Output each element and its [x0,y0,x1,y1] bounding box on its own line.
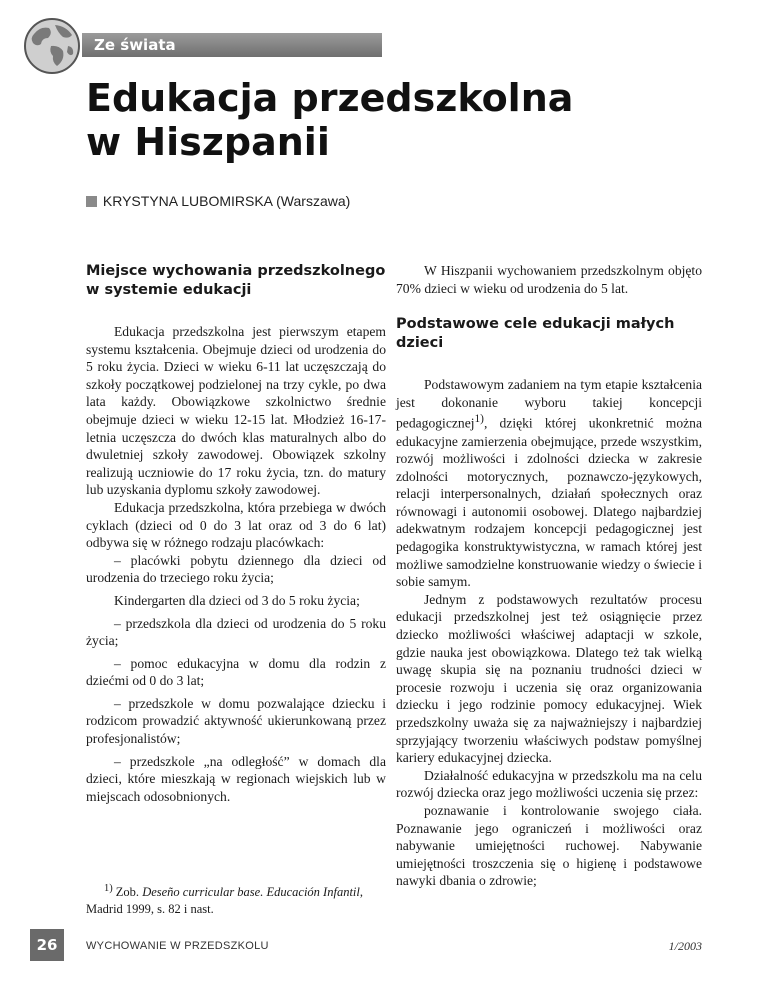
footnote-source-title: Deseño curricular base. Educación Infantil [142,885,360,900]
article-title [86,76,573,164]
footnote [86,880,386,918]
paragraph [396,376,702,591]
page-number: 26 [30,929,64,961]
footnote-prefix: Zob. [115,885,140,900]
issue-number: 1/2003 [668,939,702,953]
article-title-line-1: Edukacja przedszkolna [86,76,574,120]
list-item: – przedszkole „na odległość” w domach dla dzieci, które mieszkają w regionach wiejskich lub w miejscach odosobnionych. [86,753,386,804]
running-footer: WYCHOWANIE W PRZEDSZKOLU [86,940,269,952]
article-title-line-2: w Hiszpanii [86,120,330,164]
paragraph: poznawanie i kontrolowanie swojego ciała. Poznawanie jego ograniczeń i możliwości oraz nabywanie umiejętności ruchowej. Nabywanie umiejętności troszczenia się o higienę i podstawowe nawyki dbania o zdrowie; [396,802,702,889]
paragraph-text: Podstawowym zadaniem na tym etapie kształcenia jest dokonanie wyboru takiej koncepcji pedagogicznej [396,377,702,431]
paragraph: Jednym z podstawowych rezultatów procesu edukacji przedszkolnej jest też osiągnięcie przez dziecko możliwości właściwej adaptacji w szkole, gdzie nauka jest obowiązkowa. Dlatego też tak wielką uwagę skupia się na poznaniu trudności dzieci w procesie rozwoju i uczenia się oraz organizowania dziecku i jego rodzinie pomocy edukacyjnej. Wiek przedszkolny uważa się za najważniejszy i najbardziej sprzyjający tworzeniu właściwych podstaw pomyślnej kariery edukacyjnej dziecka. [396,591,702,766]
section-heading-goals: Podstawowe cele edukacji małych dzieci [396,316,675,352]
paragraph: W Hiszpanii wychowaniem przedszkolnym objęto 70% dzieci w wieku od urodzenia do 5 lat. [396,263,702,296]
footnote-reference: 1) [474,413,484,426]
list-item: – przedszkola dla dzieci od urodzenia do 5 roku życia; [86,615,386,649]
paragraph: Działalność edukacyjna w przedszkolu ma na celu rozwój dziecka oraz jego możliwości uczenia się przez: [396,767,702,801]
author-byline [86,193,350,209]
paragraph: Edukacja przedszkolna, która przebiega w dwóch cyklach (dzieci od 0 do 3 lat oraz od 3 do 6 lat) odbywa się w różnego rodzaju placówkach: [86,499,386,551]
footnote-source-details: , Madrid 1999, s. 82 i nast. [86,885,363,917]
list-item: – pomoc edukacyjna w domu dla rodzin z dziećmi od 0 do 3 lat; [86,655,386,689]
right-column [396,262,702,890]
left-column [86,262,386,810]
section-heading-system: Miejsce wychowania przedszkolnego w systemie edukacji [86,263,386,298]
paragraph-text: , dzięki której ukonkretnić można edukacyjne zamierzenia obejmujące, przede wszystkim, rozwój możliwości i zdolności dziecka w zakresie zdolności motorycznych, poznawczo-językowych, relacji interpersonalnych, działań społecznych oraz równowagi i autonomii osobowej. Dlatego najbardziej adekwatnym rodzajem koncepcji pedagogicznej jest pedagogika konstruktywistyczna, w ramach której jest możliwe samodzielne konstruowanie wiedzy o świecie i sobie samym. [396,415,702,590]
list-item: – placówki pobytu dziennego dla dzieci od urodzenia do trzeciego roku życia; [86,552,386,586]
footnote-marker: 1) [104,883,113,894]
bullet-square-icon [86,196,97,207]
list-item: – przedszkole w domu pozwalające dziecku i rodzicom prowadzić aktywność ukierunkowaną przez profesjonalistów; [86,695,386,747]
author-name: KRYSTYNA LUBOMIRSKA (Warszawa) [102,193,351,209]
paragraph: Edukacja przedszkolna jest pierwszym etapem systemu kształcenia. Obejmuje dzieci od urodzenia do 5 roku życia. Dzieci w wieku 6-11 lat uczęszczają do szkoły początkowej podzielonej na trzy cykle, po dwa lata każdy. Obowiązkowe szkolnictwo średnie obejmuje dzieci w wieku 12-15 lat. Młodzież 16-17-letnia uczęszcza do dwóch klas maturalnych albo do dwuletniej szkoły zawodowej. Obowiązek szkolny realizują uczniowie do 17 roku życia, tzn. do matury lub uzyskania dyplomu szkoły zawodowej. [86,324,386,498]
globe-icon [22,16,82,76]
list-item: Kindergarten dla dzieci od 3 do 5 roku życia; [114,592,360,608]
section-label: Ze świata [94,36,176,54]
